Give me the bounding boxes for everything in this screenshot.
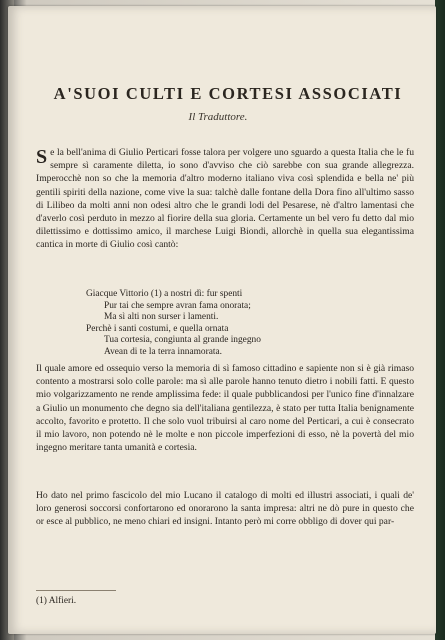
footnote-divider — [36, 590, 116, 591]
book-page — [8, 6, 436, 634]
verse-line: Giacque Vittorio (1) a nostri dì: fur spenti — [86, 289, 243, 299]
page-subtitle: Il Traduttore. — [188, 111, 248, 123]
verse-line: Pur tai che sempre avran fama onorata; — [104, 300, 251, 311]
paragraph-3: Ho dato nel primo fascicolo del mio Lucano il catalogo di molti ed illustri associati, i quali de' loro generosi soccorsi confortarono ed onorarono la santa impresa: altri ne dò pure in questo che or esce al pubblico, ne meno chiari ed insigni. Intanto però mi corre obbligo di dover qui par- — [36, 490, 414, 528]
paragraph-1-text: e la bell'anima di Giulio Perticari fosse talora per volgere uno sguardo a questa Italia che le fu sempre sì caramente diletta, io sono d'avviso che ciò sarebbe con sua grande allegrezza. Imperocchè non so che la memoria d'altro moderno italiano viva così splendida e bella ne' più gentili spiriti della nazione, come vive la sua: talchè dalle fontane della Dora fino all'ultimo sasso di Lilibeo da molti anni non odesi altro che le grandi lodi del Pesarese, nè d'altro lamentasi che d'averlo così perduto in mezzo al fiorire della sua gloria. Certamente un bel vero fu detto dal mio dilettissimo e dottissimo amico, il marchese Luigi Biondi, allorchè in quella sua elegantissima cantica in morte di Giulio così cantò: — [36, 147, 414, 251]
verse-line: Tua cortesia, congiunta al grande ingegno — [104, 335, 261, 346]
book-cover-edge — [435, 0, 445, 640]
verse-line: Perchè i santi costumi, e quella ornata — [86, 323, 229, 334]
verse-line: Ma sì alti non surser i lamenti. — [104, 312, 219, 323]
paragraph-1 — [36, 146, 414, 252]
verse-line: Avean di te la terra innamorata. — [104, 346, 222, 357]
page-title: A'SUOI CULTI E CORTESI ASSOCIATI — [53, 84, 403, 103]
paragraph-2: Il quale amore ed ossequio verso la memoria di sì famoso cittadino e sapiente non si è già rimaso contento a mostrarsi solo colle parole: ma sì alle parole hanno tenuto dietro i nobili fatti. E questo mio volgarizzamento ne rende amplissima fede: il quale pubblicandosi per l'unico fine d'innalzare a Giulio un monumento che degno sia dell'italiana gentilezza, è stato per tutta Italia benignamente accolto, favorito e protetto. Il che solo vuol tribuirsi al caro nome del Perticari, a cui è consecrato il mio lavoro, non potendo nè le molte e non piccole imperfezioni di esso, nè la povertà del mio ingegno meritare tanta umanità e cortesia. — [36, 363, 414, 454]
verse-quotation — [86, 289, 336, 359]
footnote: (1) Alfieri. — [36, 596, 77, 606]
drop-cap: S — [36, 146, 48, 168]
